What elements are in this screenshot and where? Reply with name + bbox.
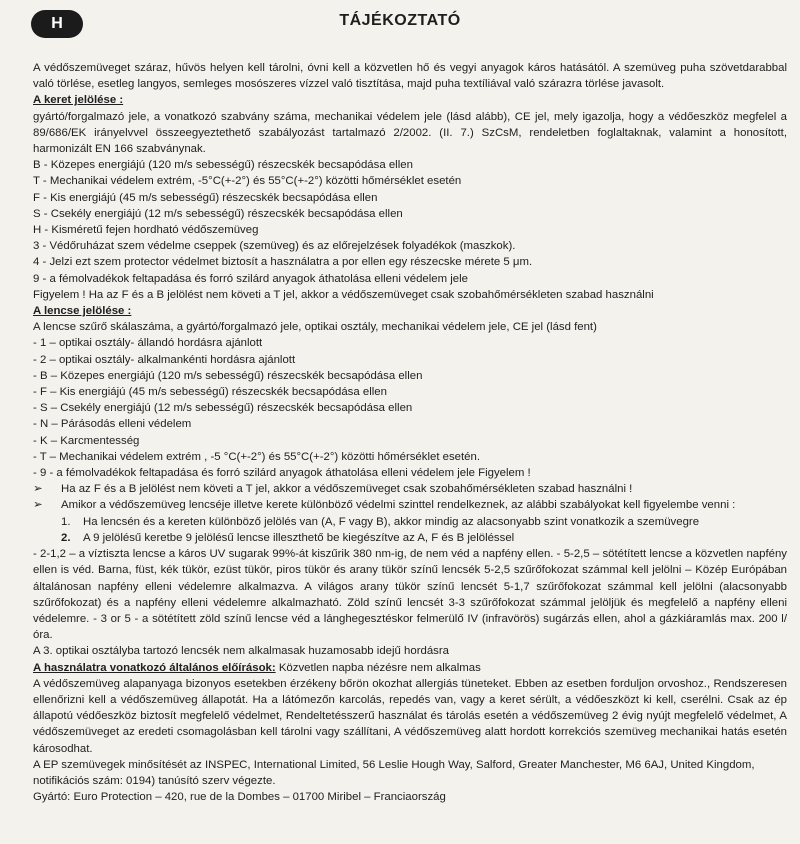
arrow-bullet-text: Ha az F és a B jelölést nem követi a T jel, akkor a védőszemüveget csak szobahőmérsékleten szabad használni ! [61,483,633,496]
arrow-bullet-item [33,481,787,497]
numbered-rule [33,530,787,546]
rule-number: 1. [61,515,71,528]
arrow-bullet-item [33,497,787,513]
category-badge: H [31,10,83,38]
filter-paragraph: - 2-1,2 – a víztiszta lencse a káros UV sugarak 99%-át kiszűrik 380 nm-ig, de nem véd a napfény ellen. - 5-2,5 – sötétített lencse a közvetlen napfény ellen is véd. Barna, füst, kék tükör, ezüst tükör, piros tükör és arany tükör színű lencsék 5-2,5 szűrőfokozat számmal kell jelölni – Közép Európában általánosan napfény elleni védelemre alkalmazva. A világos arany tükör színű lencsét 5-1,7 szűrőfokozat számmal kell jelölni (alacsonyabb szűrőfokozat) és a napfény elleni védelemre alkalmazható. Zöld színű lencsét 3-3 szűrőfokozat számmal jelöljük és megfelelő a napfény elleni védelemre. - 3 or 5 - a sötétített zöld színű lencse véd a lánghegesztéskor felmerülő IV (infravörös) sugárzás ellen, ahol a gázkiáramlás max. 200 l/óra. [33,548,787,642]
numbered-rule [33,514,787,530]
optical-class-note: A 3. optikai osztályba tartozó lencsék nem alkalmasak huzamosabb idejű hordásra [33,645,449,658]
arrow-bullet-icon: ➢ [33,499,43,512]
frame-marking-item: 9 - a fémolvadékok feltapadása és forró szilárd anyagok áthatolása elleni védelem jele [33,272,468,285]
lens-marking-item: - K – Karcmentesség [33,434,140,447]
lens-marking-item: - 2 – optikai osztály- alkalmankénti hordásra ajánlott [33,353,296,366]
frame-marking-item: H - Kisméretű fejen hordható védőszemüveg [33,224,259,237]
page-title: TÁJÉKOZTATÓ [339,12,461,29]
frame-heading: A keret jelölése : [33,94,124,107]
frame-warning: Figyelem ! Ha az F és a B jelölést nem követi a T jel, akkor a védőszemüveget csak szobahőmérsékleten szabad használni [33,288,654,301]
lens-marking-item: - N – Párásodás elleni védelem [33,418,192,431]
frame-marking-list [33,157,787,303]
usage-paragraph: A védőszemüveg alapanyaga bizonyos esetekben érzékeny bőrön okozhat allergiás tüneteket. Ebben az esetben forduljon orvoshoz., Rendszeresen ellenőrizni kell a védőszemüveg állapotát. Ha a látómezőn karcolás, repedés van, vagy a keret sérült, a védőeszközt ki kell, cserélni. Csak az ép állapotú védőeszköz biztosít megfelelő védelmet, Rendeltetésszerű használat és tárolás esetén a védőszemüveg 2 évig nyújt megfelelő védelmet, A védőszemüveget az eredeti csomagolásban kell tárolni vagy szállítani, A védőszemüveg alatt hordott korrekciós szemüveg mechanikai hatás esetén károsodhat. [33,677,787,755]
certification-note: A EP szemüvegek minősítését az INSPEC, International Limited, 56 Leslie Hough Way, Salford, Greater Manchester, M6 6AJ, United Kingdom, notifikációs szám: 0194) tanúsító szerv végezte. [33,758,755,787]
rule-text: A 9 jelölésű keretbe 9 jelölésű lencse illeszthető be kiegészítve az A, F és B jelöléssel [83,531,515,544]
frame-marking-item: 3 - Védőruházat szem védelme cseppek (szemüveg) és az előrejelzések folyadékok (maszkok). [33,240,516,253]
usage-heading-line [33,660,787,676]
frame-marking-item: T - Mechanikai védelem extrém, -5°C(+-2°) és 55°C(+-2°) közötti hőmérséklet esetén [33,175,462,188]
arrow-bullet-text: Amikor a védőszemüveg lencséje illetve kerete különböző védelmi szinttel rendelkeznek, az alábbi szabályokat kell figyelembe venni : [61,499,736,512]
frame-marking-item: 4 - Jelzi ezt szem protector védelmet biztosít a használatra a por ellen egy részecske mérete 5 μm. [33,256,533,269]
rule-text: Ha lencsén és a kereten különböző jelölés van (A, F vagy B), akkor mindig az alacsonyabb szint vonatkozik a szemüvegre [83,515,700,528]
usage-heading: A használatra vonatkozó általános előírások: [33,661,276,674]
rule-number: 2. [61,531,71,544]
frame-marking-item: B - Közepes energiájú (120 m/s sebességű) részecskék becsapódása ellen [33,159,413,172]
lens-heading: A lencse jelölése : [33,305,132,318]
frame-marking-item: F - Kis energiájú (45 m/s sebességű) részecskék becsapódása ellen [33,191,378,204]
intro-paragraph: A védőszemüveget száraz, hűvös helyen kell tárolni, óvni kell a közvetlen hő és vegyi anyagok káros hatásától. A szemüveg puha szövetdarabbal való törlése, esetleg langyos, semleges mosószeres vízzel való tisztítása, majd puha textíliával való szárazra törlése javasolt. [33,62,787,91]
lens-marking-item: - 9 - a fémolvadékok feltapadása és forró szilárd anyagok áthatolása elleni védelem jele Figyelem ! [33,467,531,480]
document-body [33,60,787,805]
manufacturer-line: Gyártó: Euro Protection – 420, rue de la Dombes – 01700 Miribel – Franciaország [33,791,446,804]
lens-marking-item: - F – Kis energiájú (45 m/s sebességű) részecskék becsapódása ellen [33,386,387,399]
lens-marking-item: - S – Csekély energiájú (12 m/s sebességű) részecskék becsapódása ellen [33,402,413,415]
lens-marking-item: - 1 – optikai osztály- állandó hordásra ajánlott [33,337,263,350]
frame-marking-item: S - Csekély energiájú (12 m/s sebességű) részecskék becsapódása ellen [33,207,403,220]
arrow-bullet-icon: ➢ [33,483,43,496]
lens-marking-list [33,335,787,481]
frame-description: gyártó/forgalmazó jele, a vonatkozó szabvány száma, mechanikai védelem jele (lásd alább), CE jel, mely igazolja, hogy a védőeszköz megfelel a 89/686/EK irányelvvel összeegyeztethető szabályozást tartalmazó 2/2002. (II. 7.) SzCsM, rendeletben foglaltaknak, valamint a honosított, harmonizált EN 166 szabványnak. [33,110,787,156]
lens-marking-item: - T – Mechanikai védelem extrém , -5 °C(+-2°) és 55°C(+-2°) közötti hőmérséklet esetén. [33,450,481,463]
lens-description: A lencse szűrő skálaszáma, a gyártó/forgalmazó jele, optikai osztály, mechanikai védelem jele, CE jel (lásd fent) [33,321,597,334]
lens-marking-item: - B – Közepes energiájú (120 m/s sebességű) részecskék becsapódása ellen [33,369,423,382]
usage-heading-note: Közvetlen napba nézésre nem alkalmas [275,661,481,674]
